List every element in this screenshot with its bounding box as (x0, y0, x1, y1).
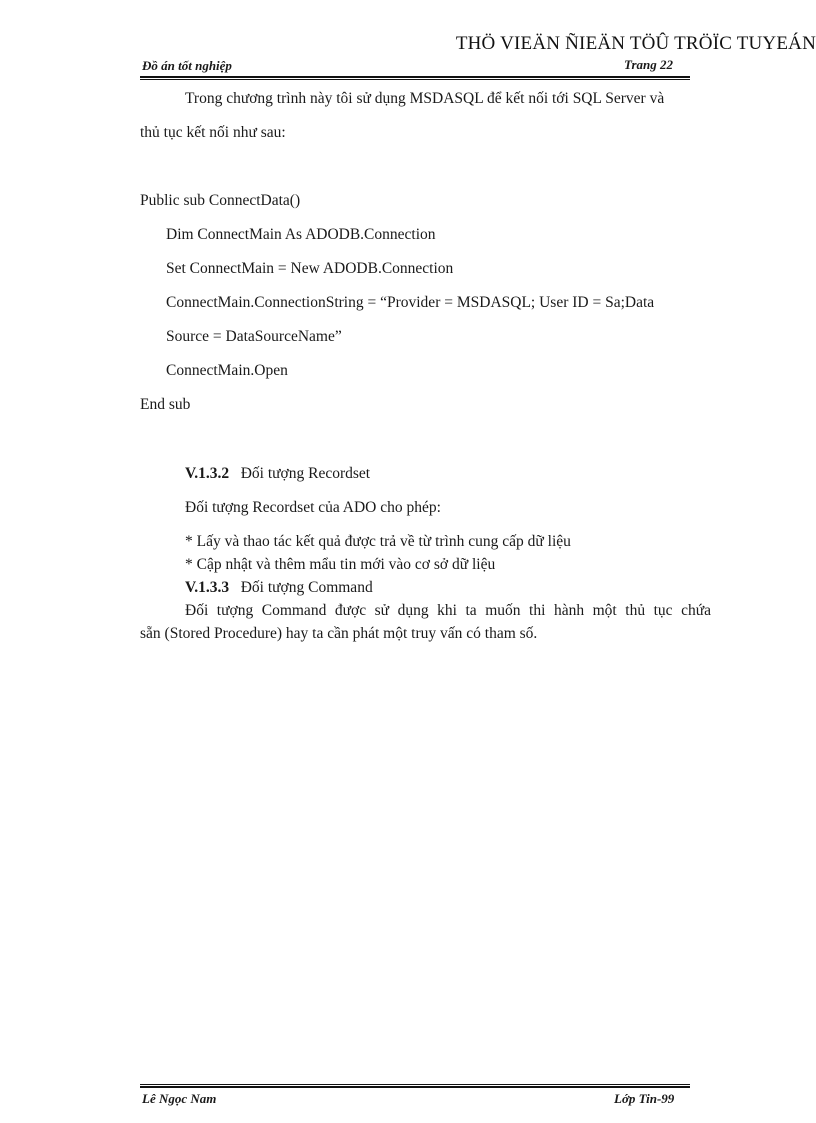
command-line-2: sẵn (Stored Procedure) hay ta cần phát một truy vấn có tham số. (140, 625, 538, 642)
document-title: Đồ án tốt nghiệp (142, 58, 232, 73)
section-number: V.1.3.2 (185, 465, 230, 482)
code-line: Public sub ConnectData() (140, 192, 301, 209)
class-name: Lớp Tin-99 (614, 1091, 675, 1106)
bullet-item: * Cập nhật và thêm mẩu tin mới vào cơ sở dữ liệu (185, 556, 496, 573)
code-line: Source = DataSourceName” (166, 328, 342, 345)
code-line: Set ConnectMain = New ADODB.Connection (166, 260, 454, 277)
bullet-item: * Lấy và thao tác kết quả được trả về từ trình cung cấp dữ liệu (185, 533, 571, 550)
recordset-desc: Đối tượng Recordset của ADO cho phép: (185, 499, 441, 516)
intro-line-2: thủ tục kết nối như sau: (140, 124, 286, 141)
section-title: Đối tượng Recordset (240, 465, 371, 482)
code-line: Dim ConnectMain As ADODB.Connection (166, 226, 436, 243)
code-line: End sub (140, 396, 191, 413)
page-number: Trang 22 (624, 57, 673, 72)
recordset-heading (185, 465, 370, 483)
code-line: ConnectMain.ConnectionString = “Provider = MSDASQL; User ID = Sa;Data (166, 294, 655, 311)
intro-line-1: Trong chương trình này tôi sử dụng MSDASQL để kết nối tới SQL Server và (185, 90, 665, 107)
command-heading (185, 579, 373, 597)
author-name: Lê Ngọc Nam (142, 1091, 217, 1106)
section-title: Đối tượng Command (240, 579, 373, 596)
footer-rule (140, 1084, 690, 1088)
header-rule (140, 76, 690, 80)
command-line-1: Đối tượng Command được sử dụng khi ta muốn thi hành một thủ tục chứa (185, 602, 711, 619)
library-watermark: THÖ VIEÄN ÑIEÄN TÖÛ TRÖÏC TUYEÁN (455, 33, 816, 54)
code-line: ConnectMain.Open (166, 362, 288, 379)
section-number: V.1.3.3 (185, 579, 230, 596)
